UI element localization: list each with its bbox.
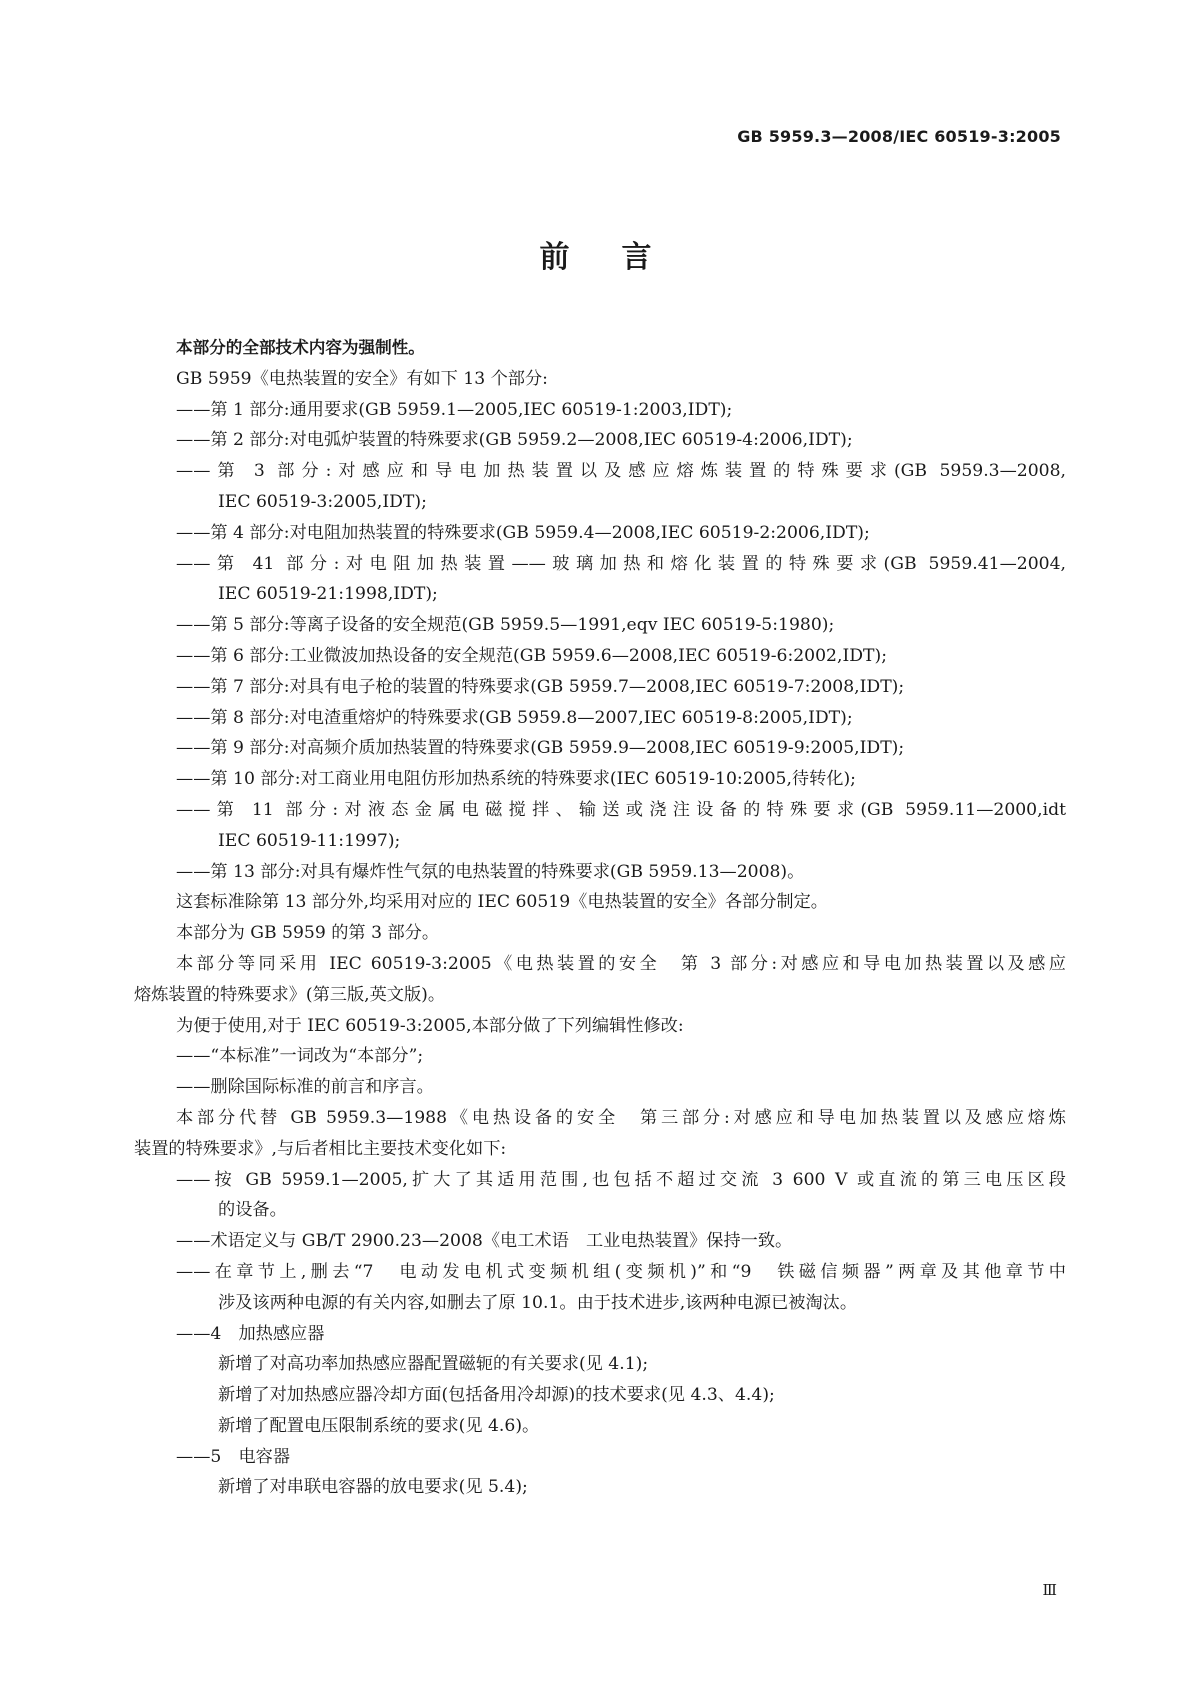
- text-line: ——第 9 部分:对高频介质加热装置的特殊要求(GB 5959.9—2008,IEC 60519-9:2005,IDT);: [176, 738, 905, 759]
- text-line: GB 5959《电热装置的安全》有如下 13 个部分:: [176, 368, 548, 389]
- text-line: ——第 5 部分:等离子设备的安全规范(GB 5959.5—1991,eqv IEC 60519-5:1980);: [176, 615, 835, 636]
- text-line: ——第 8 部分:对电渣重熔炉的特殊要求(GB 5959.8—2007,IEC 60519-8:2005,IDT);: [176, 707, 853, 728]
- text-line: 本部分等同采用 IEC 60519-3:2005《电热装置的安全 第 3 部分:对感应和导电加热装置以及感应: [176, 953, 1066, 974]
- text-line: ——术语定义与 GB/T 2900.23—2008《电工术语 工业电热装置》保持一致。: [176, 1231, 793, 1252]
- text-line: 本部分的全部技术内容为强制性。: [176, 338, 425, 357]
- text-line: IEC 60519-21:1998,IDT);: [218, 584, 438, 605]
- text-line: 这套标准除第 13 部分外,均采用对应的 IEC 60519《电热装置的安全》各部分制定。: [176, 892, 828, 913]
- document-body: [134, 333, 1066, 1503]
- text-line: 新增了对高功率加热感应器配置磁轭的有关要求(见 4.1);: [218, 1354, 649, 1375]
- text-line: 熔炼装置的特殊要求》(第三版,英文版)。: [134, 984, 446, 1005]
- text-line: ——第 7 部分:对具有电子枪的装置的特殊要求(GB 5959.7—2008,IEC 60519-7:2008,IDT);: [176, 676, 905, 697]
- text-line: ——“本标准”一词改为“本部分”;: [176, 1046, 424, 1067]
- standard-code-header: GB 5959.3—2008/IEC 60519-3:2005: [737, 127, 1061, 146]
- page-number: Ⅲ: [1042, 1581, 1057, 1599]
- text-line: ——4 加热感应器: [176, 1323, 325, 1344]
- text-line: ——第 6 部分:工业微波加热设备的安全规范(GB 5959.6—2008,IEC 60519-6:2002,IDT);: [176, 645, 887, 666]
- page-title: 前言: [539, 240, 704, 275]
- text-line: IEC 60519-3:2005,IDT);: [218, 491, 427, 512]
- text-line: ——第 13 部分:对具有爆炸性气氛的电热装置的特殊要求(GB 5959.13—2008)。: [176, 861, 805, 882]
- text-line: 新增了配置电压限制系统的要求(见 4.6)。: [218, 1415, 540, 1436]
- text-line: ——第 1 部分:通用要求(GB 5959.1—2005,IEC 60519-1:2003,IDT);: [176, 399, 733, 420]
- text-line: 本部分代替 GB 5959.3—1988《电热设备的安全 第三部分:对感应和导电加热装置以及感应熔炼: [176, 1107, 1066, 1128]
- text-line: ——第 41 部分:对电阻加热装置——玻璃加热和熔化装置的特殊要求(GB 5959.41—2004,: [176, 553, 1066, 574]
- text-line: ——第 2 部分:对电弧炉装置的特殊要求(GB 5959.2—2008,IEC 60519-4:2006,IDT);: [176, 430, 853, 451]
- text-line: 的设备。: [218, 1200, 287, 1221]
- text-line: ——第 10 部分:对工商业用电阻仿形加热系统的特殊要求(IEC 60519-10:2005,待转化);: [176, 769, 856, 790]
- text-line: ——删除国际标准的前言和序言。: [176, 1077, 434, 1098]
- text-line: 装置的特殊要求》,与后者相比主要技术变化如下:: [134, 1138, 507, 1159]
- text-line: ——第 4 部分:对电阻加热装置的特殊要求(GB 5959.4—2008,IEC 60519-2:2006,IDT);: [176, 522, 870, 543]
- text-line: IEC 60519-11:1997);: [218, 830, 401, 851]
- text-line: 涉及该两种电源的有关内容,如删去了原 10.1。由于技术进步,该两种电源已被淘汰。: [218, 1292, 858, 1313]
- text-line: 新增了对串联电容器的放电要求(见 5.4);: [218, 1477, 528, 1498]
- text-line: ——5 电容器: [176, 1446, 291, 1467]
- text-line: ——在章节上,删去“7 电动发电机式变频机组(变频机)”和“9 铁磁信频器”两章及其他章节中: [176, 1261, 1066, 1282]
- text-line: 为便于使用,对于 IEC 60519-3:2005,本部分做了下列编辑性修改:: [176, 1015, 684, 1036]
- text-line: ——按 GB 5959.1—2005,扩大了其适用范围,也包括不超过交流 3 600 V 或直流的第三电压区段: [176, 1169, 1066, 1190]
- text-line: ——第 11 部分:对液态金属电磁搅拌、输送或浇注设备的特殊要求(GB 5959.11—2000,idt: [176, 799, 1066, 820]
- text-line: 新增了对加热感应器冷却方面(包括备用冷却源)的技术要求(见 4.3、4.4);: [218, 1385, 775, 1406]
- text-line: ——第 3 部分:对感应和导电加热装置以及感应熔炼装置的特殊要求(GB 5959.3—2008,: [176, 461, 1066, 482]
- text-line: 本部分为 GB 5959 的第 3 部分。: [176, 923, 440, 944]
